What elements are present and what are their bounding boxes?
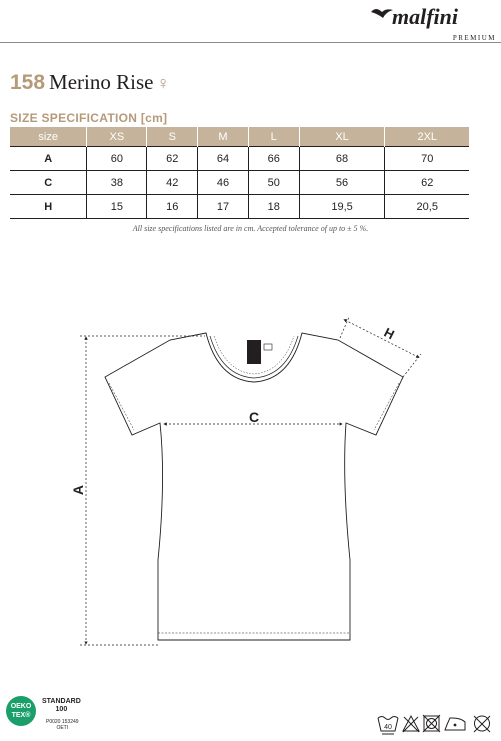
brand-name: malfini — [392, 4, 459, 29]
standard-label: STANDARD — [42, 698, 81, 705]
label-c: C — [248, 409, 260, 425]
cert-code: P0020 153249 — [46, 719, 79, 725]
table-cell: 50 — [248, 171, 299, 195]
brand-tagline: PREMIUM — [452, 34, 496, 42]
product-title — [10, 70, 170, 95]
cert-institute: OETI — [56, 725, 69, 731]
bird-icon — [370, 6, 394, 22]
standard-number: 100 — [55, 706, 68, 713]
neck-label-icon — [247, 340, 261, 364]
oeko-cert-info — [46, 719, 79, 731]
table-cell: 62 — [147, 147, 198, 171]
row-label: H — [10, 195, 87, 219]
badge-line1: OEKO — [10, 703, 32, 710]
header-xl: XL — [299, 127, 385, 147]
dimension-a — [80, 336, 205, 645]
spec-heading: SIZE SPECIFICATION [cm] — [10, 111, 168, 125]
table-cell: 20,5 — [385, 195, 469, 219]
brand-logo — [370, 2, 500, 44]
row-label: A — [10, 147, 87, 171]
badge-line2: TEX® — [11, 712, 31, 719]
table-row — [10, 147, 469, 171]
product-code: 158 — [10, 71, 46, 94]
table-cell: 62 — [385, 171, 469, 195]
tshirt-diagram — [0, 300, 501, 660]
size-table — [10, 127, 469, 219]
no-bleach-icon — [403, 716, 419, 732]
table-cell: 17 — [198, 195, 249, 219]
header-s: S — [147, 127, 198, 147]
table-cell: 18 — [248, 195, 299, 219]
label-h: H — [381, 324, 397, 343]
wash-temp: 40 — [384, 724, 392, 731]
no-tumble-dry-icon — [423, 715, 440, 732]
table-cell: 64 — [198, 147, 249, 171]
header-2xl: 2XL — [385, 127, 469, 147]
table-cell: 16 — [147, 195, 198, 219]
tolerance-note: All size specifications listed are in cm. Accepted tolerance of up to ± 5 %. — [132, 224, 369, 233]
oeko-standard — [42, 698, 81, 714]
table-header-row — [10, 127, 469, 147]
table-row — [10, 171, 469, 195]
product-name: Merino Rise — [49, 70, 154, 94]
table-cell: 42 — [147, 171, 198, 195]
female-icon: ♀ — [156, 73, 170, 93]
label-a: A — [70, 484, 86, 496]
iron-icon — [445, 718, 465, 730]
table-cell: 56 — [299, 171, 385, 195]
tshirt-outline — [105, 333, 403, 640]
table-cell: 60 — [87, 147, 147, 171]
row-label: C — [10, 171, 87, 195]
no-dry-clean-icon — [474, 716, 490, 732]
table-cell: 68 — [299, 147, 385, 171]
header-size: size — [10, 127, 87, 147]
table-cell: 15 — [87, 195, 147, 219]
table-cell: 46 — [198, 171, 249, 195]
header-m: M — [198, 127, 249, 147]
header-l: L — [248, 127, 299, 147]
table-cell: 19,5 — [299, 195, 385, 219]
header-divider — [0, 42, 501, 43]
table-cell: 38 — [87, 171, 147, 195]
oeko-tex-badge — [6, 696, 36, 726]
table-row — [10, 195, 469, 219]
table-cell: 70 — [385, 147, 469, 171]
header-xs: XS — [87, 127, 147, 147]
table-cell: 66 — [248, 147, 299, 171]
dimension-h — [340, 317, 421, 377]
care-symbols — [376, 712, 498, 736]
